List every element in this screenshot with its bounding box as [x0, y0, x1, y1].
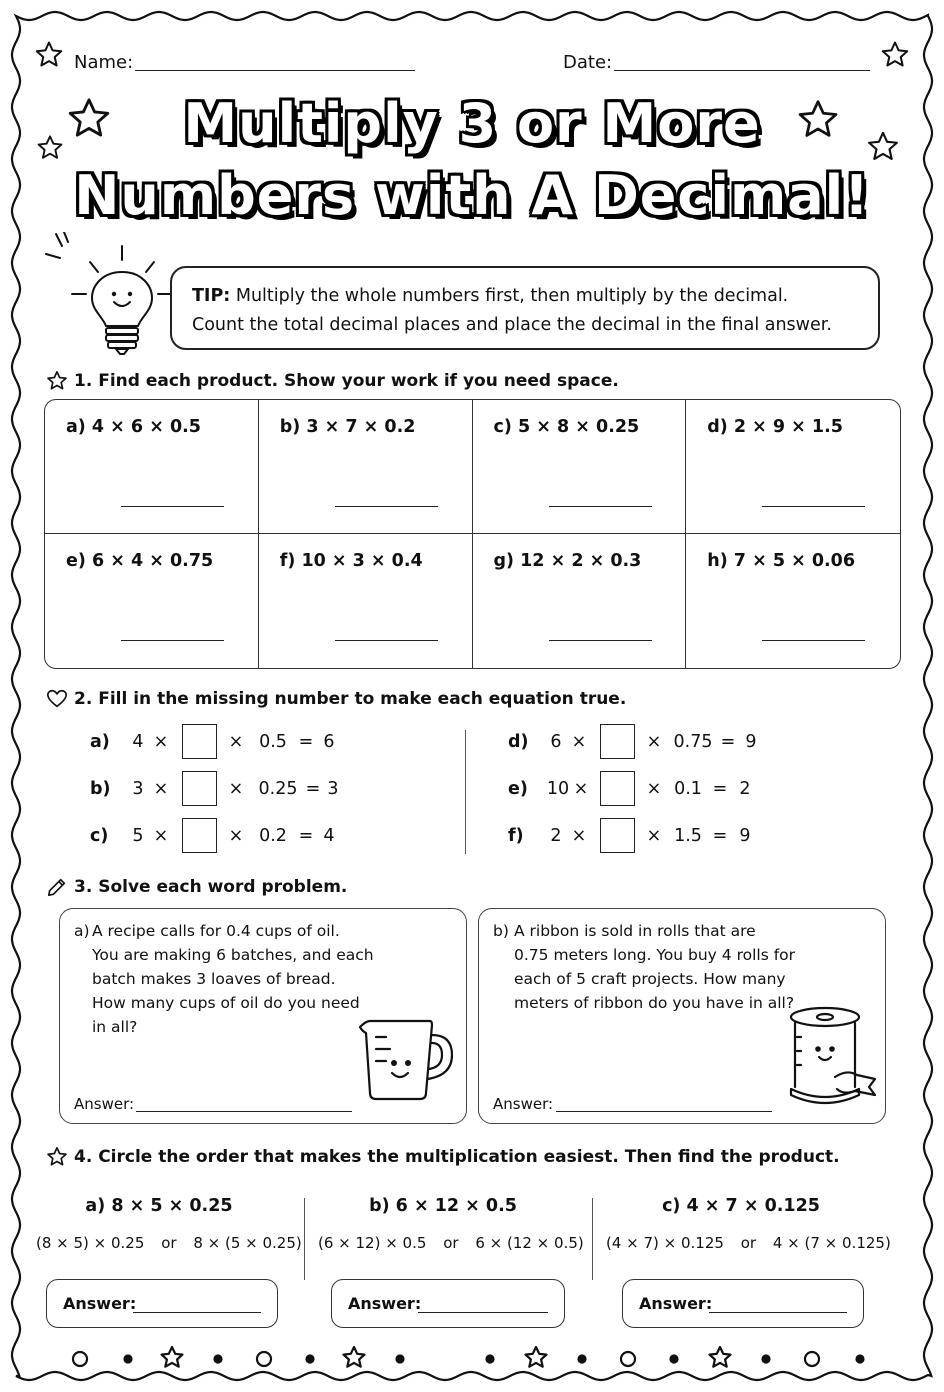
star-icon [709, 1347, 730, 1367]
equation-row [90, 818, 337, 853]
answer-line[interactable] [418, 1312, 548, 1313]
dot-icon [397, 1356, 404, 1363]
grouping-option[interactable]: (6 × 12) × 0.5 [318, 1234, 427, 1252]
answer-line[interactable] [121, 640, 224, 641]
heart-icon [46, 688, 68, 710]
grouping-option[interactable]: 8 × (5 × 0.25) [193, 1234, 302, 1252]
order-problem-label: a) 8 × 5 × 0.25 [85, 1196, 233, 1216]
equals-sign: = [712, 778, 728, 799]
answer-label: Answer: [63, 1294, 137, 1313]
missing-number-box[interactable] [182, 771, 217, 806]
dot-icon [307, 1356, 314, 1363]
equation-row [508, 818, 753, 853]
circle-icon [621, 1352, 635, 1366]
product-cell [259, 534, 473, 668]
word-problem-card [59, 908, 467, 1124]
problem-text: g) 12 × 2 × 0.3 [493, 551, 642, 571]
factor: 3 [132, 778, 144, 799]
times-sign: × [571, 731, 587, 752]
product-grid [44, 399, 901, 669]
answer-line[interactable] [549, 506, 652, 507]
factor: 4 [132, 731, 144, 752]
or-label: or [443, 1234, 459, 1252]
problem-text: a) 4 × 6 × 0.5 [66, 417, 201, 437]
equals-sign: = [305, 778, 321, 799]
result: 2 [739, 778, 751, 799]
equation-label: d) [508, 731, 529, 752]
answer-label: Answer: [493, 1095, 554, 1113]
answer-label: Answer: [639, 1294, 713, 1313]
product-cell [686, 400, 900, 534]
times-sign: × [646, 778, 662, 799]
grouping-option[interactable]: 6 × (12 × 0.5) [475, 1234, 584, 1252]
problem-text: d) 2 × 9 × 1.5 [707, 417, 843, 437]
problem-text: b) 3 × 7 × 0.2 [279, 417, 416, 437]
product-cell [473, 534, 687, 668]
decimal-factor: 0.25 [258, 778, 298, 799]
order-problem [606, 1196, 891, 1252]
equals-sign: = [720, 731, 736, 752]
product-cell [45, 534, 259, 668]
product-cell [686, 534, 900, 668]
star-icon [796, 98, 840, 142]
answer-line[interactable] [709, 1312, 847, 1313]
times-sign: × [646, 731, 662, 752]
footer-decoration [60, 1344, 890, 1374]
problem-text: h) 7 × 5 × 0.06 [707, 551, 856, 571]
factor: 5 [132, 825, 144, 846]
missing-number-box[interactable] [182, 818, 217, 853]
column-divider [465, 730, 466, 854]
tip-box [170, 266, 880, 350]
section-1-title: 1. Find each product. Show your work if you need space. [46, 370, 619, 392]
word-problem-text: A ribbon is sold in rolls that are 0.75 meters long. You buy 4 rolls for each of 5 craft projects. How many meters of ribbon do you have in all? [514, 922, 796, 1012]
times-sign: × [228, 825, 244, 846]
tip-line-1: Multiply the whole numbers first, then multiply by the decimal. [230, 286, 789, 306]
star-icon [46, 1146, 68, 1168]
times-sign: × [153, 731, 169, 752]
answer-line[interactable] [136, 1111, 352, 1112]
answer-box[interactable] [622, 1279, 864, 1328]
decimal-factor: 0.1 [674, 778, 702, 799]
equals-sign: = [298, 825, 314, 846]
order-problem [318, 1196, 584, 1252]
times-sign: × [153, 778, 169, 799]
decimal-factor: 0.75 [673, 731, 713, 752]
circle-icon [73, 1352, 87, 1366]
answer-line[interactable] [335, 640, 438, 641]
times-sign: × [228, 778, 244, 799]
equation-row [90, 771, 341, 806]
circle-icon [257, 1352, 271, 1366]
section-3-title: 3. Solve each word problem. [46, 876, 347, 898]
equation-row [90, 724, 337, 759]
product-cell [45, 400, 259, 534]
missing-number-box[interactable] [182, 724, 217, 759]
answer-line[interactable] [762, 640, 865, 641]
product-cell [259, 400, 473, 534]
problem-text: f) 10 × 3 × 0.4 [279, 551, 423, 571]
or-label: or [740, 1234, 757, 1252]
star-icon [66, 96, 112, 142]
equals-sign: = [712, 825, 728, 846]
date-label: Date: [563, 52, 613, 73]
factor: 6 [550, 731, 562, 752]
date-field[interactable] [614, 70, 870, 71]
column-divider [304, 1198, 305, 1280]
missing-number-box[interactable] [600, 818, 635, 853]
star-icon [162, 1347, 183, 1367]
answer-line[interactable] [549, 640, 652, 641]
answer-line[interactable] [556, 1111, 772, 1112]
star-icon [46, 370, 68, 392]
answer-box[interactable] [331, 1279, 565, 1328]
equation-label: b) [90, 778, 111, 799]
missing-number-box[interactable] [600, 724, 635, 759]
section-4-title: 4. Circle the order that makes the multiplication easiest. Then find the product. [46, 1146, 840, 1168]
dot-icon [125, 1356, 132, 1363]
equals-sign: = [298, 731, 314, 752]
name-label: Name: [74, 52, 134, 73]
dot-icon [671, 1356, 678, 1363]
order-problem-label: c) 4 × 7 × 0.125 [662, 1196, 820, 1216]
equation-label: e) [508, 778, 528, 799]
answer-line[interactable] [335, 506, 438, 507]
answer-box[interactable] [46, 1279, 278, 1328]
factor: 2 [550, 825, 562, 846]
section-2-title: 2. Fill in the missing number to make each equation true. [46, 688, 626, 710]
answer-label: Answer: [74, 1095, 135, 1113]
decimal-factor: 0.5 [259, 731, 287, 752]
factor: 10 [546, 778, 570, 799]
word-problem-label: a) [74, 922, 90, 940]
star-icon [344, 1347, 365, 1367]
result: 9 [745, 731, 757, 752]
dot-icon [857, 1356, 864, 1363]
dot-icon [579, 1356, 586, 1363]
or-label: or [161, 1234, 177, 1252]
problem-text: e) 6 × 4 × 0.75 [66, 551, 214, 571]
star-icon [34, 40, 64, 70]
ribbon-spool-icon [785, 1005, 879, 1109]
star-icon [880, 40, 910, 70]
result: 3 [327, 778, 339, 799]
problem-text: c) 5 × 8 × 0.25 [493, 417, 640, 437]
missing-number-box[interactable] [600, 771, 635, 806]
grouping-option[interactable]: (4 × 7) × 0.125 [606, 1234, 724, 1252]
grouping-option[interactable]: 4 × (7 × 0.125) [772, 1234, 891, 1252]
equation-row [508, 724, 759, 759]
word-problem-text: A recipe calls for 0.4 cups of oil. You are making 6 batches, and each batch makes 3 loaves of bread. How many cups of oil do you need in all? [92, 922, 374, 1036]
answer-line[interactable] [762, 506, 865, 507]
title-line-2: Numbers with A Decimal! [74, 164, 870, 227]
answer-label: Answer: [348, 1294, 422, 1313]
star-icon [526, 1347, 547, 1367]
order-problem-label: b) 6 × 12 × 0.5 [369, 1196, 517, 1216]
equation-label: a) [90, 731, 110, 752]
dot-icon [763, 1356, 770, 1363]
equation-label: c) [90, 825, 109, 846]
tip-label: TIP: [192, 286, 231, 306]
name-field[interactable] [135, 70, 415, 71]
pencil-icon [46, 876, 68, 898]
tip-line-2: Count the total decimal places and place the decimal in the final answer. [192, 315, 832, 335]
word-problem-card [478, 908, 886, 1124]
times-sign: × [646, 825, 662, 846]
dot-icon [215, 1356, 222, 1363]
title-line-1: Multiply 3 or More [183, 92, 761, 155]
times-sign: × [153, 825, 169, 846]
answer-line[interactable] [133, 1312, 261, 1313]
equation-row [508, 771, 753, 806]
circle-icon [805, 1352, 819, 1366]
grouping-option[interactable]: (8 × 5) × 0.25 [36, 1234, 145, 1252]
times-sign: × [228, 731, 244, 752]
equation-label: f) [508, 825, 524, 846]
decimal-factor: 0.2 [259, 825, 287, 846]
star-icon [36, 134, 64, 162]
decimal-factor: 1.5 [674, 825, 702, 846]
dot-icon [487, 1356, 494, 1363]
lightbulb-icon [42, 232, 172, 357]
times-sign: × [573, 778, 589, 799]
word-problem-label: b) [493, 922, 509, 940]
star-icon [866, 130, 900, 164]
result: 4 [323, 825, 335, 846]
times-sign: × [571, 825, 587, 846]
result: 9 [739, 825, 751, 846]
product-cell [473, 400, 687, 534]
result: 6 [323, 731, 335, 752]
order-problem [36, 1196, 302, 1252]
column-divider [592, 1198, 593, 1280]
answer-line[interactable] [121, 506, 224, 507]
measuring-cup-icon [356, 1013, 456, 1103]
